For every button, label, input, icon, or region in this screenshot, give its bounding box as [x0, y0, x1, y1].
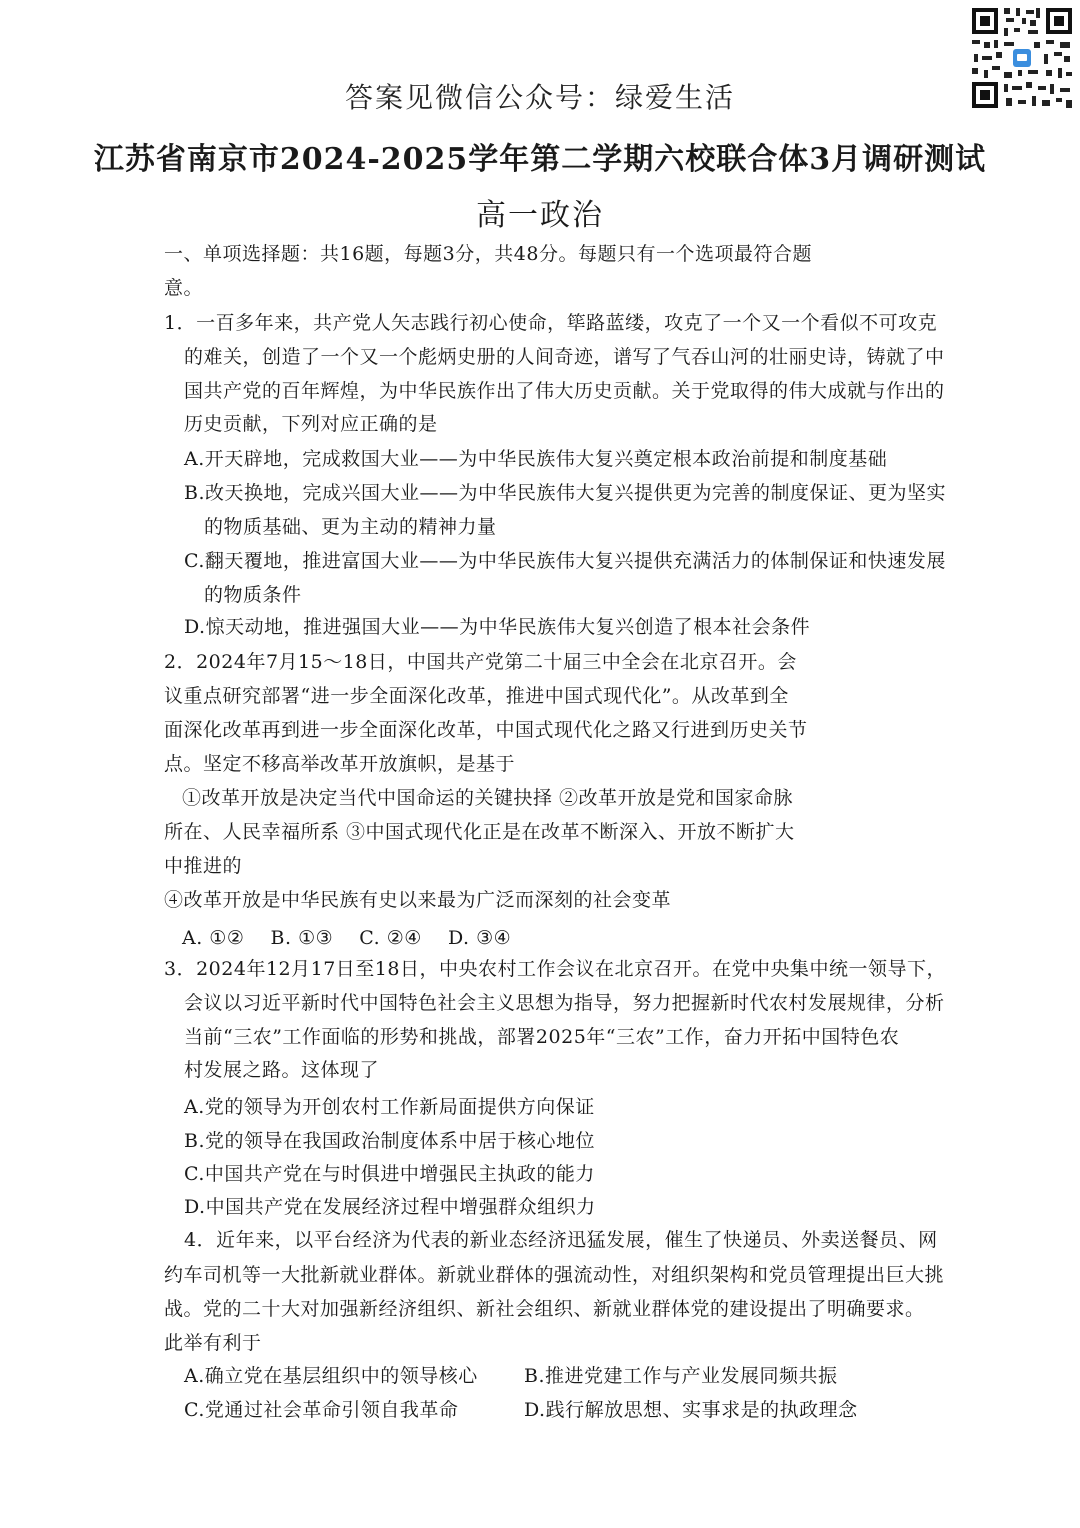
- q4-stem-line: 战。党的二十大对加强新经济组织、新社会组织、新就业群体党的建设提出了明确要求。: [164, 1298, 925, 1320]
- q3-option-a: A.党的领导为开创农村工作新局面提供方向保证: [184, 1096, 595, 1118]
- q3-option-b: B.党的领导在我国政治制度体系中居于核心地位: [184, 1130, 596, 1152]
- q3-stem-line: 会议以习近平新时代中国特色社会主义思想为指导，努力把握新时代农村发展规律，分析: [184, 992, 945, 1014]
- exam-subject: 高一政治: [476, 198, 604, 233]
- q4-stem-line: 此举有利于: [164, 1332, 262, 1354]
- section-heading: 一、单项选择题：共16题，每题3分，共48分。每题只有一个选项最符合题: [164, 243, 812, 265]
- q1-stem-line: 历史贡献，下列对应正确的是: [184, 413, 438, 435]
- q2-options: A. ①② B. ①③ C. ②④ D. ③④: [182, 927, 512, 949]
- q3-option-c: C.中国共产党在与时俱进中增强民主执政的能力: [184, 1163, 595, 1185]
- q3-stem-line: 当前“三农”工作面临的形势和挑战，部署2025年“三农”工作，奋力开拓中国特色农: [184, 1026, 900, 1048]
- q2-stem-line: 议重点研究部署“进一步全面深化改革，推进中国式现代化”。从改革到全: [164, 685, 789, 707]
- q1-option-c-cont: 的物质条件: [204, 584, 302, 606]
- q2-stem-line: 点。坚定不移高举改革开放旗帜，是基于: [164, 753, 516, 775]
- q4-option-b: B.推进党建工作与产业发展同频共振: [524, 1365, 838, 1387]
- q4-option-c: C.党通过社会革命引领自我革命: [184, 1399, 459, 1421]
- q2-statement: 中推进的: [164, 855, 243, 877]
- wechat-notice: 答案见微信公众号：绿爱生活: [344, 81, 735, 114]
- q2-statement: ①改革开放是决定当代中国命运的关键抉择 ②改革开放是党和国家命脉: [182, 787, 794, 809]
- q2-statement: ④改革开放是中华民族有史以来最为广泛而深刻的社会变革: [164, 889, 672, 911]
- q1-stem-line: 的难关，创造了一个又一个彪炳史册的人间奇迹，谱写了气吞山河的壮丽史诗，铸就了中: [184, 346, 945, 368]
- section-heading-cont: 意。: [164, 277, 204, 299]
- q4-option-a: A.确立党在基层组织中的领导核心: [184, 1365, 478, 1387]
- q3-option-d: D.中国共产党在发展经济过程中增强群众组织力: [184, 1196, 596, 1218]
- q4-stem-line: 约车司机等一大批新就业群体。新就业群体的强流动性，对组织架构和党员管理提出巨大挑: [164, 1264, 945, 1286]
- q2-statement: 所在、人民幸福所系 ③中国式现代化正是在改革不断深入、开放不断扩大: [164, 821, 795, 843]
- q1-option-b-cont: 的物质基础、更为主动的精神力量: [204, 516, 497, 538]
- q1-option-c: C.翻天覆地，推进富国大业——为中华民族伟大复兴提供充满活力的体制保证和快速发展: [184, 550, 946, 572]
- q4-option-d: D.践行解放思想、实事求是的执政理念: [524, 1399, 858, 1421]
- q1-option-d: D.惊天动地，推进强国大业——为中华民族伟大复兴创造了根本社会条件: [184, 616, 811, 638]
- q2-stem-line: 面深化改革再到进一步全面深化改革，中国式现代化之路又行进到历史关节: [164, 719, 808, 741]
- q1-stem-line: 1．一百多年来，共产党人矢志践行初心使命，筚路蓝缕，攻克了一个又一个看似不可攻克: [164, 312, 938, 334]
- q3-stem-line: 村发展之路。这体现了: [184, 1059, 380, 1081]
- q4-stem-line: 4．近年来，以平台经济为代表的新业态经济迅猛发展，催生了快递员、外卖送餐员、网: [184, 1229, 938, 1251]
- q3-stem-line: 3．2024年12月17日至18日，中央农村工作会议在北京召开。在党中央集中统一领导下，: [164, 958, 946, 980]
- q1-option-a: A.开天辟地，完成救国大业——为中华民族伟大复兴奠定根本政治前提和制度基础: [184, 448, 888, 470]
- q2-stem-line: 2．2024年7月15～18日，中国共产党第二十届三中全会在北京召开。会: [164, 651, 797, 673]
- exam-title: 江苏省南京市2024-2025学年第二学期六校联合体3月调研测试: [93, 142, 987, 177]
- q1-option-b: B.改天换地，完成兴国大业——为中华民族伟大复兴提供更为完善的制度保证、更为坚实: [184, 482, 947, 504]
- q1-stem-line: 国共产党的百年辉煌，为中华民族作出了伟大历史贡献。关于党取得的伟大成就与作出的: [184, 380, 945, 402]
